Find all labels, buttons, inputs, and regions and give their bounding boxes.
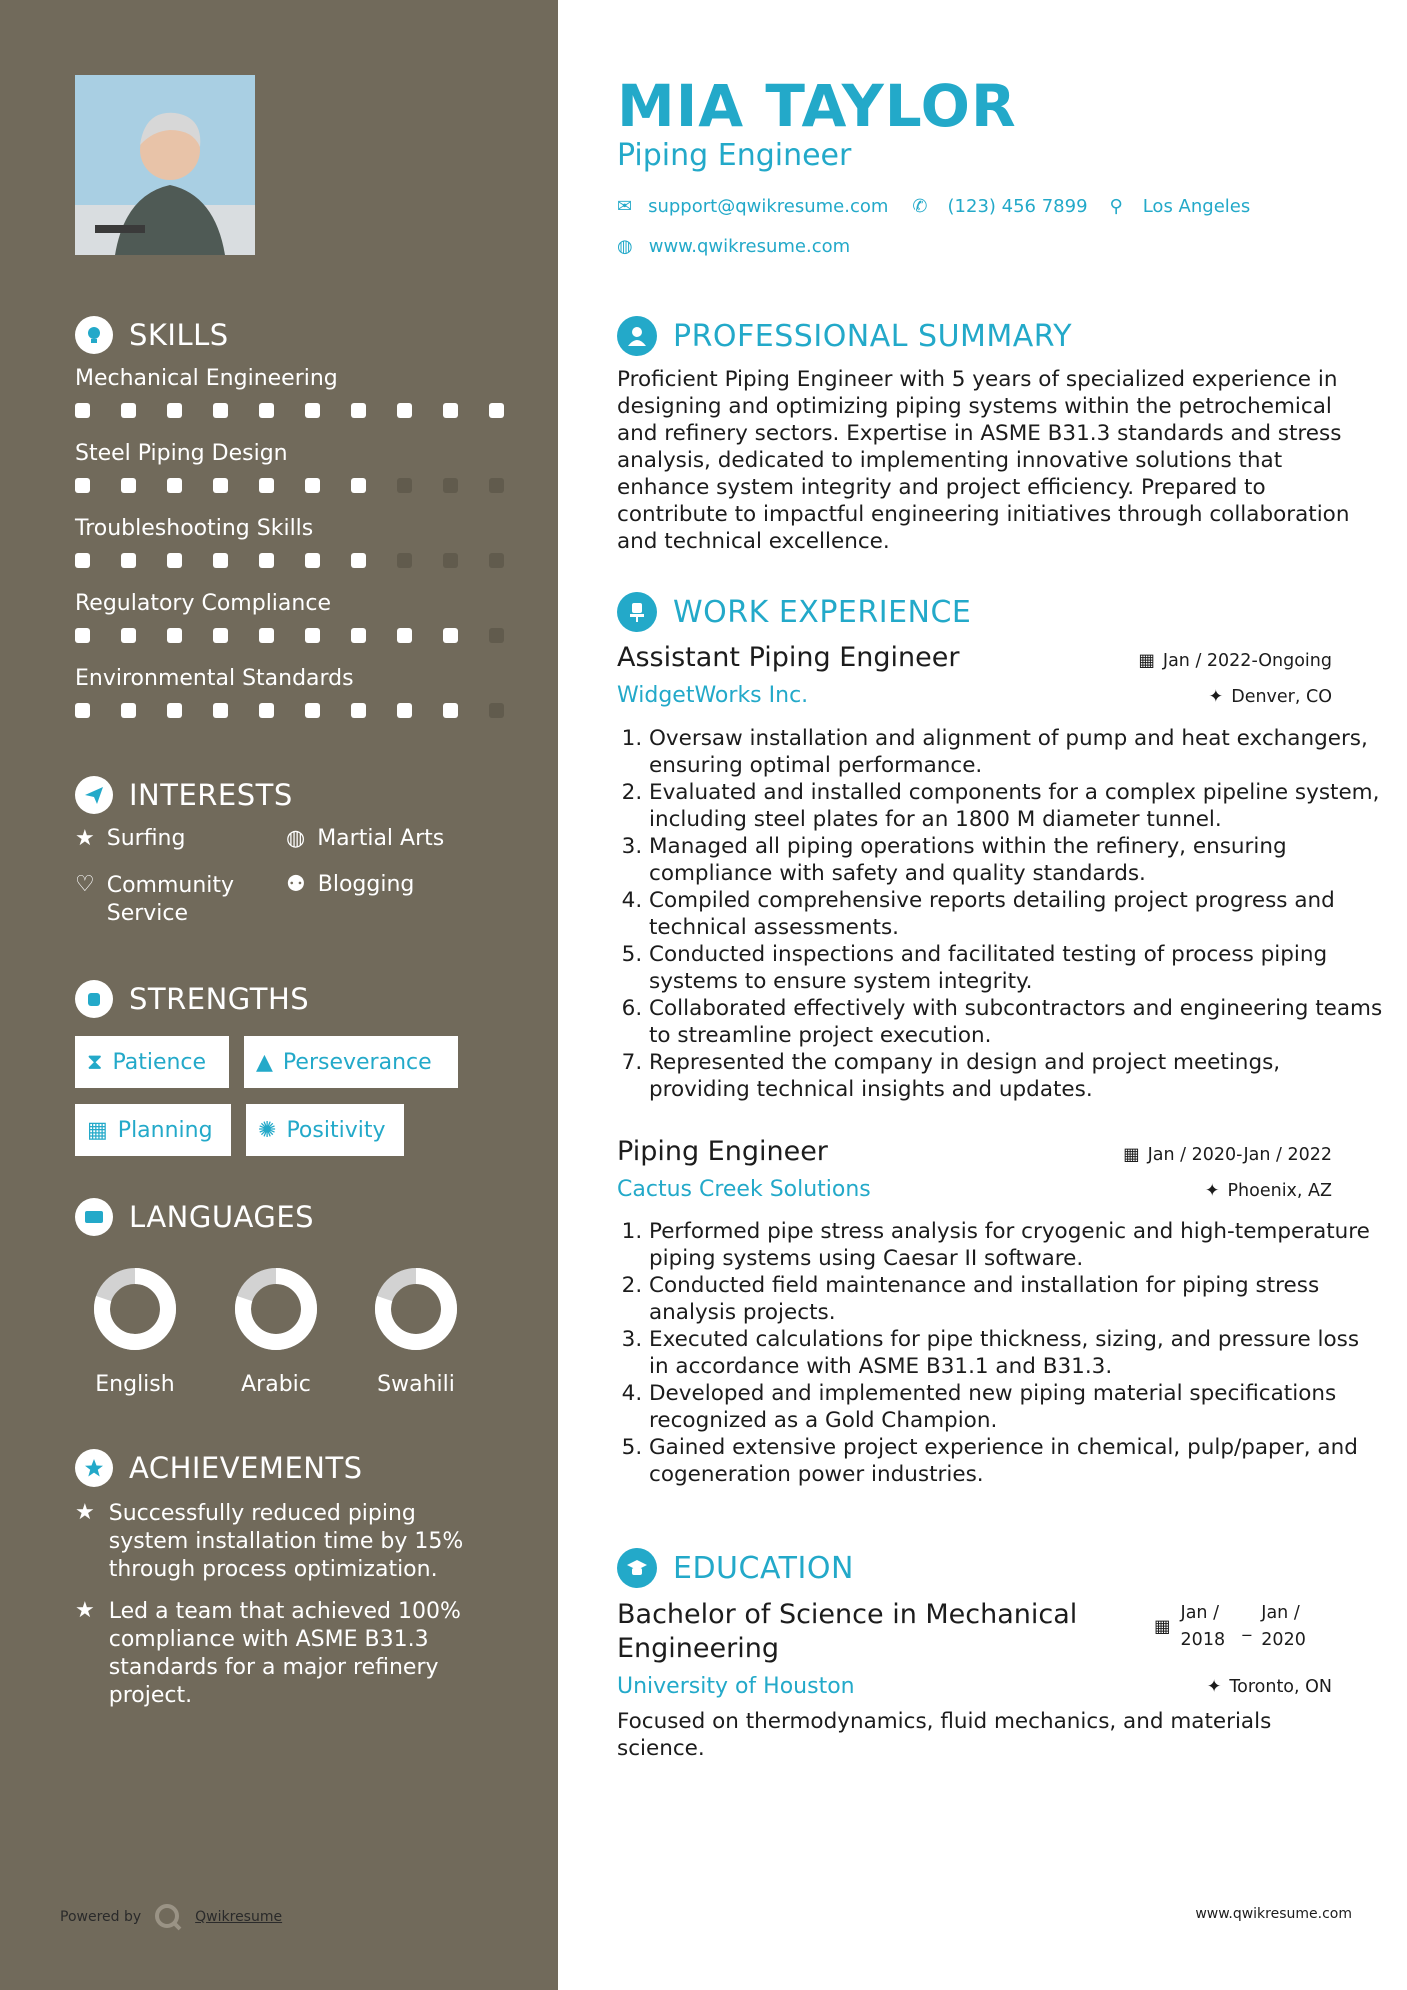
language-label: Arabic	[241, 1372, 311, 1397]
skill-label: Steel Piping Design	[75, 441, 288, 466]
skill-label: Troubleshooting Skills	[75, 516, 314, 541]
skill-rating	[75, 703, 535, 718]
strengths-title: STRENGTHS	[129, 982, 310, 1016]
education-end: Jan / 2020	[1261, 1603, 1306, 1650]
rating-dot-filled	[351, 703, 366, 718]
job-location-text: Denver, CO	[1231, 687, 1332, 707]
list-item: 3. Executed calculations for pipe thickness, sizing, and pressure loss in accordance with ASME B31.1 and B31.3.	[649, 1326, 1385, 1380]
rating-dot-filled	[167, 703, 182, 718]
interest-item	[286, 826, 444, 851]
rating-dot-filled	[259, 403, 274, 418]
calendar-icon: ▦	[1138, 651, 1155, 671]
job-title: Piping Engineer	[617, 138, 852, 173]
rating-dot-filled	[167, 628, 182, 643]
achievements-header	[75, 1449, 363, 1487]
strength-tag	[75, 1036, 229, 1088]
calendar-icon: ▦	[87, 1117, 108, 1143]
degree: Bachelor of Science in Mechanical Engineering	[617, 1599, 1078, 1664]
map-marker-icon: ⚲	[1109, 196, 1123, 217]
summary-text: Proficient Piping Engineer with 5 years of specialized experience in designing and optimizing piping systems within the petrochemical and refinery sectors. Expertise in ASME B31.3 standards and stress analysis, dedicated to implementing innovative solutions that enhance system integrity and project efficiency. Prepared to contribute to impactful engineering initiatives through collaboration and technical excellence.	[617, 367, 1350, 554]
job-location-text: Phoenix, AZ	[1227, 1181, 1332, 1201]
achievement-text: Led a team that achieved 100% compliance with ASME B31.3 standards for a major refinery project.	[108, 1599, 461, 1708]
list-item: 4. Developed and implemented new piping material specifications recognized as a Gold Champion.	[649, 1380, 1385, 1434]
skill-label: Environmental Standards	[75, 666, 354, 691]
qwikresume-link[interactable]: Qwikresume	[195, 1909, 283, 1925]
powered-by	[60, 1902, 282, 1932]
interest-label: Martial Arts	[317, 826, 445, 851]
rating-dot-filled	[351, 628, 366, 643]
rating-dot-filled	[305, 403, 320, 418]
rating-dot-filled	[213, 478, 228, 493]
calendar-icon: ▦	[1123, 1145, 1140, 1165]
job-dates	[1138, 651, 1332, 671]
skill-rating	[75, 478, 535, 493]
list-item: 2. Evaluated and installed components for a complex pipeline system, including steel plates for an 1800 M diameter tunnel.	[649, 779, 1385, 833]
language-item	[65, 1264, 205, 1397]
strength-label: Patience	[112, 1049, 207, 1075]
skill-rating	[75, 553, 535, 568]
rating-dot-filled	[75, 553, 90, 568]
shooting-star-icon: ★	[75, 1598, 95, 1623]
rating-dot-filled	[121, 553, 136, 568]
skills-header	[75, 316, 229, 354]
rating-dot-filled	[443, 703, 458, 718]
shooting-star-icon: ★	[75, 1500, 95, 1525]
job-location	[1205, 1181, 1332, 1201]
interest-label: Community Service	[106, 873, 235, 926]
list-item: 5. Gained extensive project experience in chemical, pulp/paper, and cogeneration power industries.	[649, 1434, 1385, 1488]
achievement-item	[75, 1500, 485, 1584]
pushpin-icon: ✦	[1208, 687, 1224, 707]
rating-dot-filled	[213, 403, 228, 418]
job-role: Piping Engineer	[617, 1136, 828, 1167]
strengths-header	[75, 980, 309, 1018]
achievements-title: ACHIEVEMENTS	[129, 1451, 363, 1485]
skills-title: SKILLS	[129, 318, 229, 352]
interests-title: INTERESTS	[129, 778, 293, 812]
language-label: English	[95, 1372, 175, 1397]
pushpin-icon: ✦	[1204, 1181, 1220, 1201]
globe-icon: ◍	[617, 236, 633, 257]
rating-dot-filled	[305, 478, 320, 493]
job-location	[1209, 687, 1332, 707]
rating-dot-filled	[305, 628, 320, 643]
rating-dot-filled	[397, 403, 412, 418]
strength-tag	[75, 1104, 231, 1156]
list-item: 2. Conducted field maintenance and installation for piping stress analysis projects.	[649, 1272, 1385, 1326]
interest-item	[75, 826, 185, 851]
education-start: Jan / 2018	[1180, 1603, 1226, 1650]
location-text: Los Angeles	[1142, 196, 1251, 217]
rating-dot-filled	[397, 628, 412, 643]
rating-dot-filled	[213, 553, 228, 568]
rating-dot-empty	[489, 478, 504, 493]
job-bullets	[617, 1218, 1385, 1488]
rating-dot-filled	[213, 628, 228, 643]
phone-text: (123) 456 7899	[947, 196, 1088, 217]
main-content	[558, 0, 1407, 1990]
languages-header	[75, 1198, 314, 1236]
education-dates	[1154, 1600, 1317, 1654]
list-item: 3. Managed all piping operations within the refinery, ensuring compliance with safety and quality standards.	[649, 833, 1385, 887]
rating-dot-filled	[489, 403, 504, 418]
website-link[interactable]: www.qwikresume.com	[648, 236, 851, 257]
rating-dot-filled	[351, 403, 366, 418]
job-dates-text: Jan / 2020-Jan / 2022	[1147, 1145, 1332, 1165]
job-role: Assistant Piping Engineer	[617, 642, 960, 673]
rating-dot-empty	[489, 553, 504, 568]
list-item: 4. Compiled comprehensive reports detailing project progress and technical assessments.	[649, 887, 1385, 941]
skill-label: Mechanical Engineering	[75, 366, 338, 391]
powered-by-label: Powered by	[60, 1909, 142, 1925]
email-link[interactable]: support@qwikresume.com	[648, 196, 889, 217]
education-description: Focused on thermodynamics, fluid mechanics, and materials science.	[617, 1709, 1272, 1761]
date-separator: _	[1242, 1617, 1252, 1637]
strength-label: Perseverance	[282, 1049, 432, 1075]
rating-dot-filled	[259, 628, 274, 643]
hand-icon: ♡	[75, 872, 95, 897]
education-header	[617, 1548, 854, 1588]
job-bullets	[617, 725, 1385, 1103]
users-icon: ⚉	[286, 872, 306, 897]
star-badge-icon	[75, 1449, 113, 1487]
rating-dot-filled	[443, 403, 458, 418]
fist-icon	[75, 980, 113, 1018]
job-company: Cactus Creek Solutions	[617, 1177, 871, 1202]
job-company: WidgetWorks Inc.	[617, 683, 809, 708]
star-icon: ★	[75, 826, 95, 851]
skill-rating	[75, 628, 535, 643]
job-dates	[1123, 1145, 1332, 1165]
rating-dot-filled	[259, 553, 274, 568]
sidebar	[0, 0, 558, 1990]
mountain-icon: ▲	[256, 1049, 273, 1075]
education-title: EDUCATION	[673, 1550, 854, 1586]
list-item: 1. Oversaw installation and alignment of pump and heat exchangers, ensuring optimal performance.	[649, 725, 1385, 779]
summary-header	[617, 316, 1072, 356]
rating-dot-filled	[305, 703, 320, 718]
skill-label: Regulatory Compliance	[75, 591, 331, 616]
strength-label: Planning	[117, 1117, 213, 1143]
language-ring	[65, 1264, 205, 1354]
rating-dot-filled	[397, 703, 412, 718]
skill-rating	[75, 403, 535, 418]
rating-dot-filled	[121, 628, 136, 643]
rating-dot-filled	[121, 703, 136, 718]
interest-item	[286, 872, 414, 897]
graduate-icon	[617, 1548, 657, 1588]
qwikresume-logo-icon	[153, 1902, 183, 1932]
experience-title: WORK EXPERIENCE	[673, 594, 972, 630]
language-label: Swahili	[377, 1372, 455, 1397]
interest-item	[75, 872, 255, 928]
office-chair-icon	[617, 592, 657, 632]
profile-photo	[75, 75, 255, 255]
phone-icon: ✆	[912, 196, 928, 217]
rating-dot-filled	[75, 703, 90, 718]
rating-dot-empty	[489, 703, 504, 718]
rating-dot-filled	[121, 403, 136, 418]
rating-dot-empty	[443, 478, 458, 493]
strength-tag	[244, 1036, 458, 1088]
hourglass-icon: ⧗	[87, 1049, 103, 1075]
rating-dot-filled	[351, 478, 366, 493]
interests-header	[75, 776, 293, 814]
rating-dot-empty	[397, 553, 412, 568]
pushpin-icon: ✦	[1206, 1677, 1222, 1697]
strength-label: Positivity	[286, 1117, 386, 1143]
interest-label: Blogging	[317, 872, 415, 897]
contact-row	[617, 196, 1250, 217]
rating-dot-filled	[259, 478, 274, 493]
education-location-text: Toronto, ON	[1229, 1677, 1332, 1697]
rating-dot-filled	[121, 478, 136, 493]
sun-icon: ✺	[258, 1117, 277, 1143]
envelope-icon: ✉	[617, 196, 633, 217]
job-dates-text: Jan / 2022-Ongoing	[1162, 651, 1332, 671]
strength-tag	[246, 1104, 404, 1156]
rating-dot-filled	[213, 703, 228, 718]
language-ring	[206, 1264, 346, 1354]
globe-icon: ◍	[286, 826, 306, 851]
rating-dot-filled	[167, 553, 182, 568]
interest-label: Surfing	[106, 826, 186, 851]
experience-header	[617, 592, 971, 632]
list-item: 6. Collaborated effectively with subcontractors and engineering teams to streamline project execution.	[649, 995, 1385, 1049]
list-item: 5. Conducted inspections and facilitated testing of process piping systems to ensure system integrity.	[649, 941, 1385, 995]
lightbulb-icon	[75, 316, 113, 354]
rating-dot-empty	[397, 478, 412, 493]
website-row	[617, 236, 850, 257]
rating-dot-filled	[305, 553, 320, 568]
rating-dot-filled	[75, 403, 90, 418]
candidate-name: MIA TAYLOR	[617, 72, 1017, 140]
list-item: 7. Represented the company in design and project meetings, providing technical insights and updates.	[649, 1049, 1385, 1103]
user-icon	[617, 316, 657, 356]
achievement-item	[75, 1598, 485, 1710]
achievement-text: Successfully reduced piping system installation time by 15% through process optimization.	[108, 1501, 464, 1582]
rating-dot-filled	[167, 403, 182, 418]
footer-website[interactable]: www.qwikresume.com	[1195, 1906, 1352, 1922]
rating-dot-empty	[489, 628, 504, 643]
calendar-icon: ▦	[1154, 1617, 1171, 1637]
list-item: 1. Performed pipe stress analysis for cryogenic and high-temperature piping systems using Caesar II software.	[649, 1218, 1385, 1272]
language-ring	[346, 1264, 486, 1354]
languages-title: LANGUAGES	[129, 1200, 315, 1234]
education-location	[1207, 1677, 1332, 1697]
paper-plane-icon	[75, 776, 113, 814]
rating-dot-filled	[443, 628, 458, 643]
rating-dot-filled	[351, 553, 366, 568]
rating-dot-empty	[443, 553, 458, 568]
language-item	[346, 1264, 486, 1397]
rating-dot-filled	[75, 478, 90, 493]
school: University of Houston	[617, 1674, 855, 1699]
summary-title: PROFESSIONAL SUMMARY	[673, 318, 1073, 354]
rating-dot-filled	[167, 478, 182, 493]
language-item	[206, 1264, 346, 1397]
language-icon	[75, 1198, 113, 1236]
rating-dot-filled	[75, 628, 90, 643]
rating-dot-filled	[259, 703, 274, 718]
